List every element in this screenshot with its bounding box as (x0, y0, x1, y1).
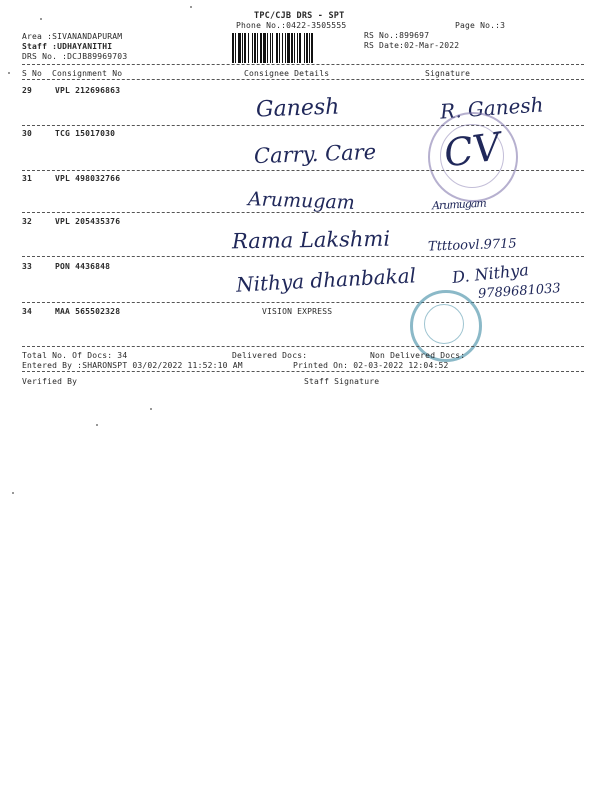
document-title: TPC/CJB DRS - SPT (254, 11, 345, 21)
barcode-bar (232, 33, 234, 63)
divider (22, 346, 584, 347)
consignee-details: VISION EXPRESS (262, 307, 333, 316)
staff-label: Staff :UDHAYANITHI (22, 42, 113, 51)
barcode-bar (244, 33, 246, 63)
signature-handwriting: Ttttoovl.9715 (427, 236, 517, 255)
divider (22, 64, 584, 65)
barcode-bar (299, 33, 301, 63)
phone-handwriting: 9789681033 (477, 281, 562, 302)
entered-by: Entered By :SHARONSPT 03/02/2022 11:52:10 AM (22, 361, 243, 370)
signature-handwriting: Arumugam (431, 196, 487, 213)
row-sno: 30 (22, 129, 33, 138)
barcode-bar (297, 33, 298, 63)
barcode-bar (248, 33, 249, 63)
scan-speck (8, 72, 10, 74)
staff-signature-label: Staff Signature (304, 377, 380, 386)
signature-handwriting: R. Ganesh (439, 92, 545, 124)
divider (22, 302, 584, 303)
barcode-bar (238, 33, 241, 63)
column-consignment: Consignment No (52, 69, 123, 78)
barcode-bar (270, 33, 271, 63)
barcode-bar (260, 33, 262, 63)
divider (22, 371, 584, 372)
column-sno: S No (22, 69, 43, 78)
row-consignment: VPL 498032766 (55, 174, 121, 183)
row-consignment: VPL 212696863 (55, 86, 121, 95)
barcode-bar (267, 33, 268, 63)
scan-speck (96, 424, 98, 426)
consignee-handwriting: Ganesh (255, 94, 340, 123)
page-number: Page No.:3 (455, 21, 506, 30)
row-sno: 31 (22, 174, 33, 183)
barcode-bar (291, 33, 293, 63)
scan-speck (190, 6, 192, 8)
barcode-bar (306, 33, 308, 63)
row-consignment: MAA 565502328 (55, 307, 121, 316)
barcode-bar (276, 33, 278, 63)
row-sno: 33 (22, 262, 33, 271)
barcode-bar (304, 33, 305, 63)
row-sno: 29 (22, 86, 33, 95)
scan-speck (12, 492, 14, 494)
column-consignee: Consignee Details (244, 69, 330, 78)
drs-number: DRS No. :DCJB89969703 (22, 52, 128, 61)
barcode-bar (279, 33, 280, 63)
consignee-handwriting: Arumugam (247, 188, 356, 214)
barcode-icon (232, 33, 358, 63)
row-consignment: VPL 205435376 (55, 217, 121, 226)
barcode-bar (254, 33, 256, 63)
row-consignment: PON 4436848 (55, 262, 111, 271)
barcode-bar (252, 33, 253, 63)
barcode-bar (294, 33, 295, 63)
barcode-bar (282, 33, 283, 63)
consignee-handwriting: Rama Lakshmi (231, 226, 391, 254)
divider (22, 170, 584, 171)
courier-stamp-inner (424, 304, 464, 344)
printed-on: Printed On: 02-03-2022 12:04:52 (293, 361, 449, 370)
scan-speck (150, 408, 152, 410)
divider (22, 256, 584, 257)
signature-handwriting: D. Nithya (451, 260, 530, 287)
rs-date: RS Date:02-Mar-2022 (364, 41, 460, 50)
barcode-bar (272, 33, 273, 63)
area-label: Area :SIVANANDAPURAM (22, 32, 123, 41)
rs-number: RS No.:899697 (364, 31, 430, 40)
scan-speck (40, 18, 42, 20)
total-docs: Total No. Of Docs: 34 (22, 351, 128, 360)
divider (22, 212, 584, 213)
row-consignment: TCG 15017030 (55, 129, 116, 138)
barcode-bar (257, 33, 258, 63)
column-signature: Signature (425, 69, 471, 78)
barcode-bar (309, 33, 310, 63)
barcode-bar (287, 33, 290, 63)
consignee-handwriting: Nithya dhanbakal (235, 263, 417, 297)
consignee-handwriting: Carry. Care (253, 139, 377, 169)
barcode-bar (263, 33, 266, 63)
signature-handwriting: CV (441, 124, 504, 176)
row-sno: 34 (22, 307, 33, 316)
phone-number: Phone No.:0422-3505555 (236, 21, 347, 30)
delivered-docs: Delivered Docs: (232, 351, 308, 360)
non-delivered-docs: Non Delivered Docs: (370, 351, 466, 360)
barcode-bar (235, 33, 236, 63)
barcode-bar (242, 33, 243, 63)
verified-by: Verified By (22, 377, 78, 386)
divider (22, 79, 584, 80)
row-sno: 32 (22, 217, 33, 226)
barcode-bar (311, 33, 313, 63)
barcode-bar (285, 33, 286, 63)
